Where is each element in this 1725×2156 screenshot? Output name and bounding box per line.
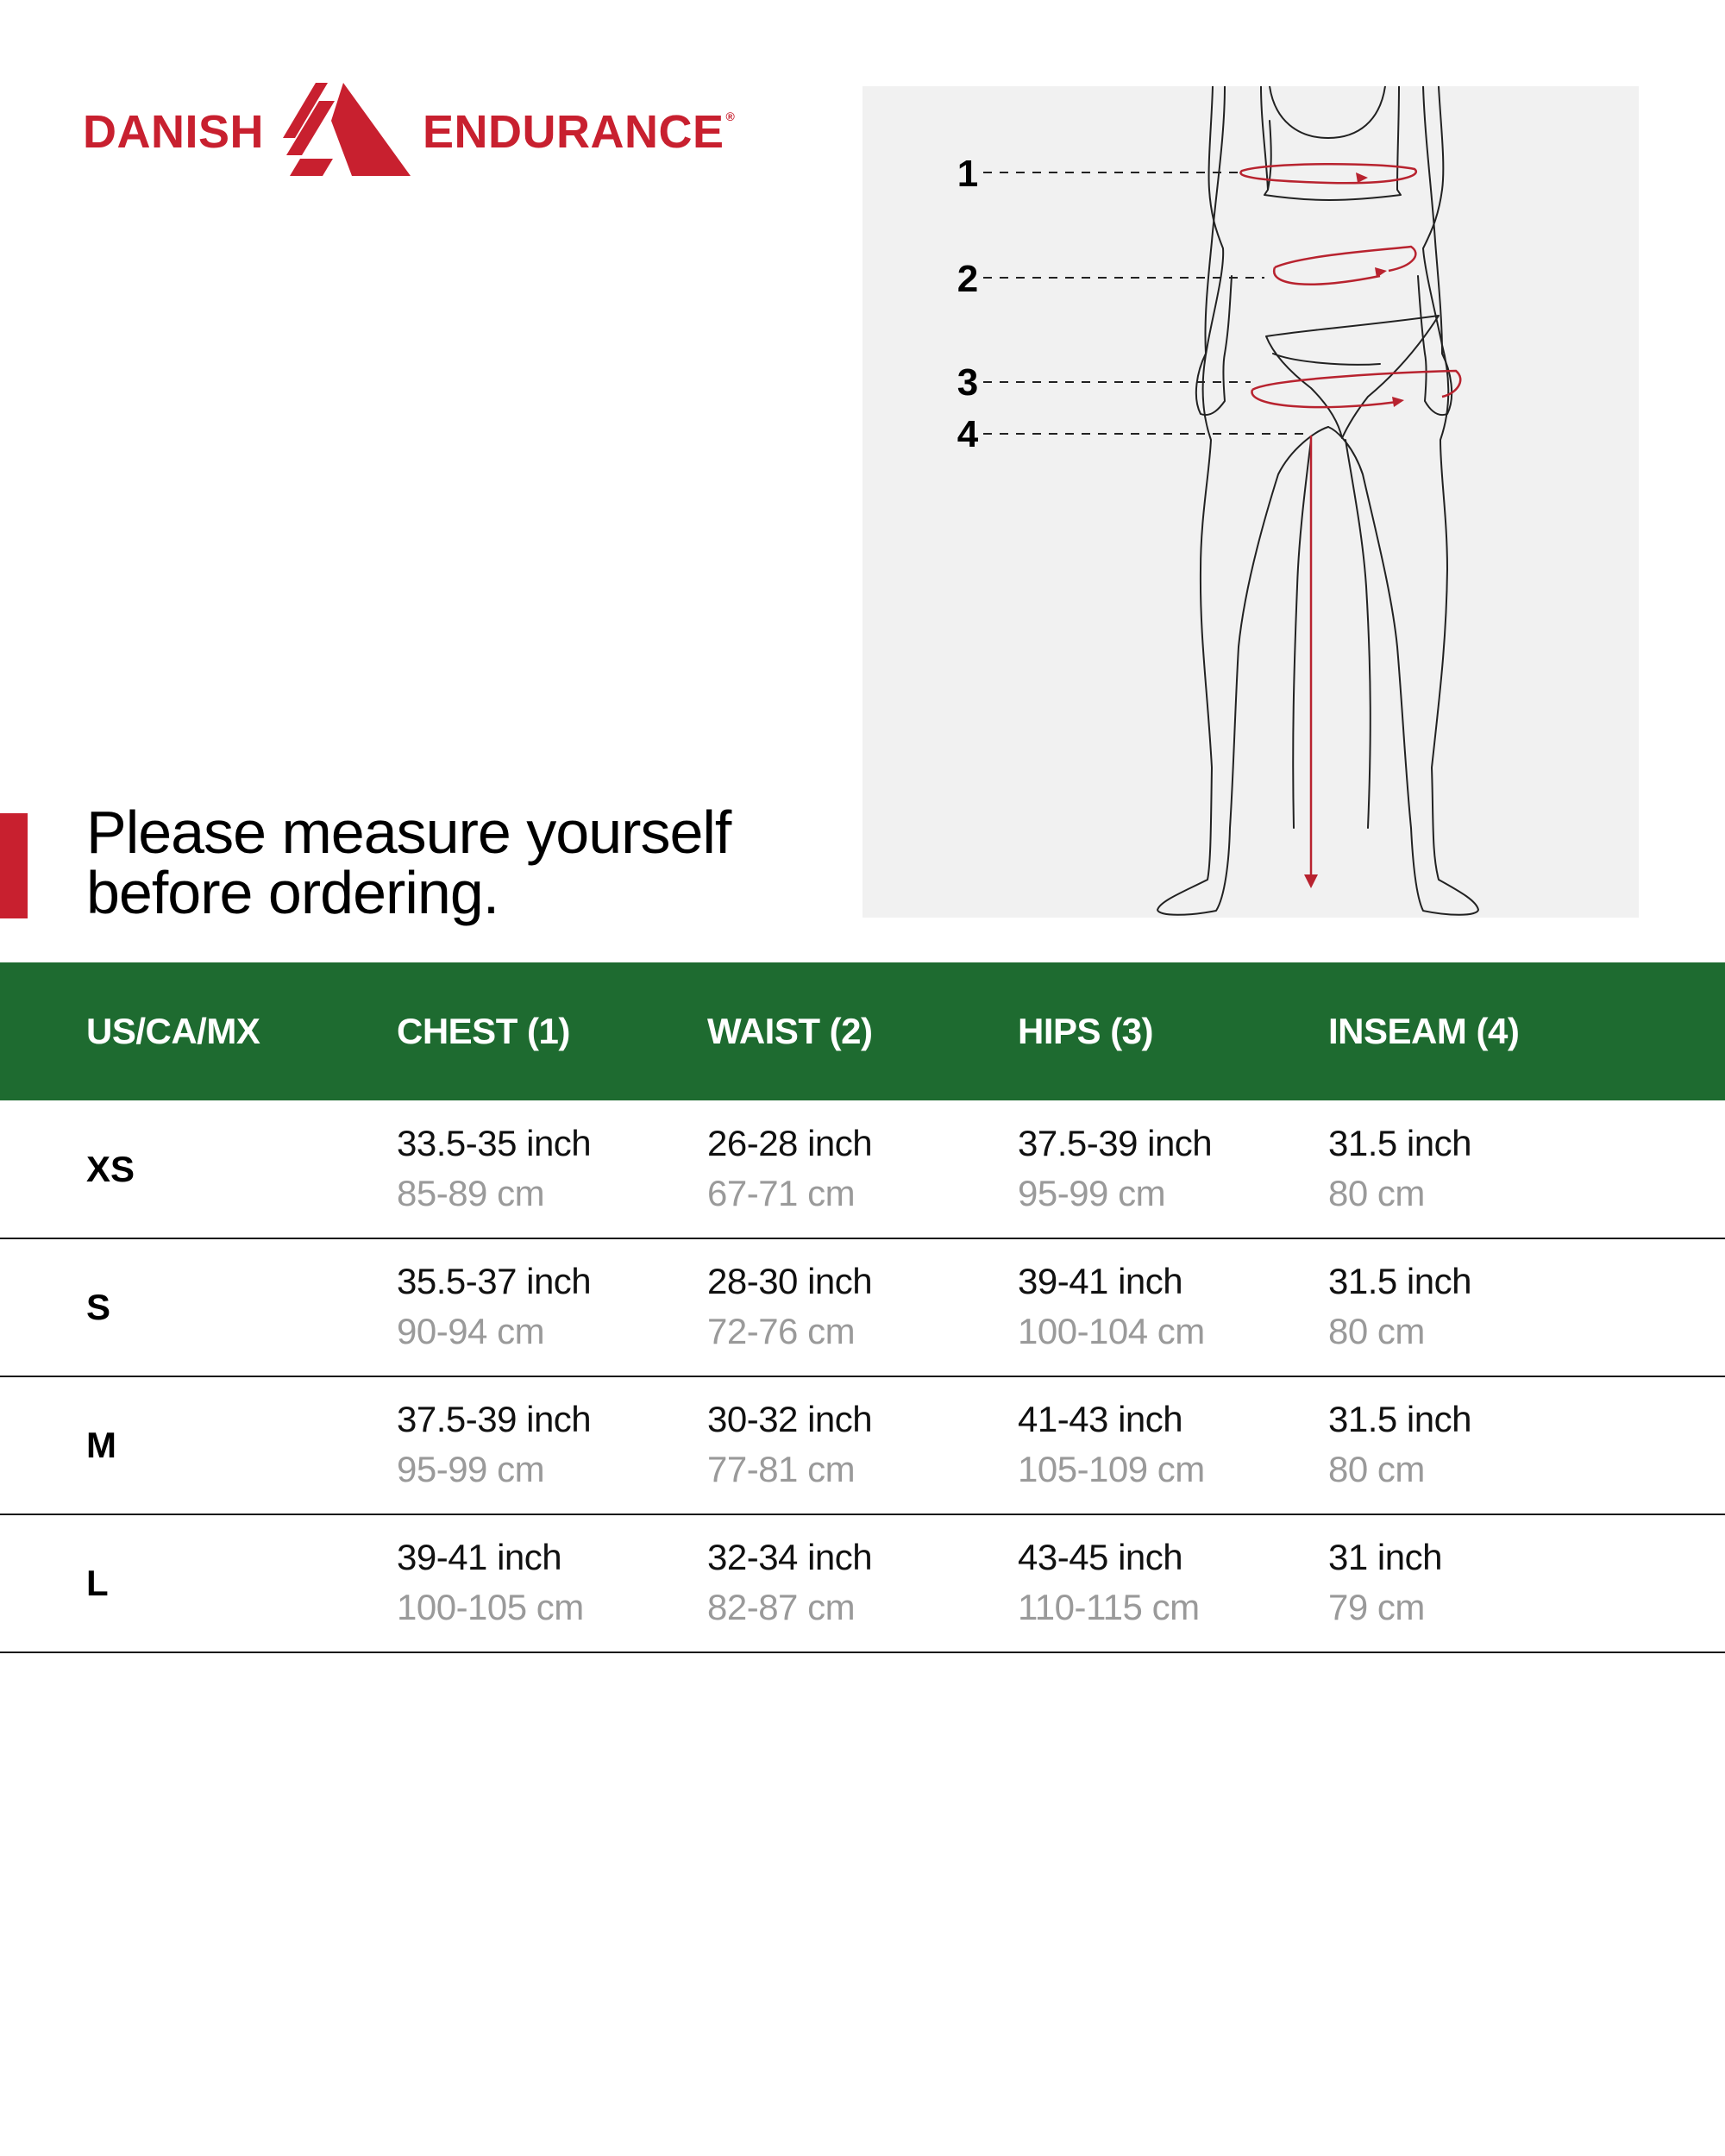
body-measurement-diagram [862, 86, 1639, 918]
waist-cm: 77-81 cm [707, 1449, 856, 1489]
waist-cell [707, 1376, 1018, 1514]
inseam-cell [1328, 1514, 1725, 1652]
size-cell [0, 1514, 397, 1652]
marker-2: 2 [957, 258, 979, 300]
figure-outline-left [1157, 86, 1328, 915]
waist-inch: 26-28 inch [707, 1122, 873, 1163]
table-row [0, 1514, 1725, 1652]
waist-cell [707, 1238, 1018, 1376]
chest-cm: 85-89 cm [397, 1172, 545, 1213]
header-region: US/CA/MX [86, 1011, 260, 1051]
size-label: S [86, 1287, 111, 1327]
hips-cell [1018, 1238, 1328, 1376]
chest-cell [397, 1238, 707, 1376]
brand-mountain-icon [281, 83, 416, 176]
chest-inch: 39-41 inch [397, 1537, 562, 1577]
size-chart-header [0, 962, 1725, 1100]
waist-inch: 30-32 inch [707, 1399, 873, 1439]
inseam-cm: 80 cm [1328, 1311, 1425, 1351]
chest-cm: 100-105 cm [397, 1587, 584, 1627]
hips-cell [1018, 1376, 1328, 1514]
inseam-inch: 31.5 inch [1328, 1399, 1471, 1439]
waist-inch: 32-34 inch [707, 1537, 873, 1577]
hips-cm: 105-109 cm [1018, 1449, 1205, 1489]
inseam-inch: 31.5 inch [1328, 1122, 1471, 1163]
inseam-inch: 31 inch [1328, 1537, 1442, 1577]
chest-inch: 33.5-35 inch [397, 1122, 592, 1163]
hips-cm: 95-99 cm [1018, 1172, 1166, 1213]
marker-leader-lines [983, 172, 1311, 434]
chest-cell [397, 1376, 707, 1514]
hips-inch: 41-43 inch [1018, 1399, 1183, 1439]
figure-outline-right [1328, 86, 1478, 915]
marker-1: 1 [957, 153, 979, 195]
size-cell [0, 1238, 397, 1376]
registered-mark: ® [725, 110, 736, 123]
hips-inch: 39-41 inch [1018, 1261, 1183, 1301]
header-inseam: INSEAM (4) [1328, 1011, 1520, 1051]
headline-line-1: Please measure yourself [86, 799, 731, 866]
waist-cm: 82-87 cm [707, 1587, 856, 1627]
size-chart-table [0, 962, 1725, 1653]
size-label: L [86, 1563, 109, 1603]
inseam-cell [1328, 1376, 1725, 1514]
header-row [0, 962, 1725, 1100]
inseam-cell [1328, 1238, 1725, 1376]
header-waist: WAIST (2) [707, 1011, 873, 1051]
chest-cell [397, 1100, 707, 1238]
hips-inch: 37.5-39 inch [1018, 1122, 1213, 1163]
hips-loop [1251, 371, 1460, 407]
hips-cell [1018, 1514, 1328, 1652]
hips-cm: 100-104 cm [1018, 1311, 1205, 1351]
measure-guides [1240, 164, 1460, 880]
figure-inner-legs [1293, 440, 1371, 828]
size-label: XS [86, 1148, 135, 1189]
hips-cell [1018, 1100, 1328, 1238]
waist-cm: 72-76 cm [707, 1311, 856, 1351]
hips-cm: 110-115 cm [1018, 1587, 1200, 1627]
inseam-inch: 31.5 inch [1328, 1261, 1471, 1301]
brand-logo [83, 83, 756, 179]
waist-cell [707, 1100, 1018, 1238]
header-chest: CHEST (1) [397, 1011, 570, 1051]
inseam-cm: 80 cm [1328, 1449, 1425, 1489]
table-row [0, 1238, 1725, 1376]
size-cell [0, 1100, 397, 1238]
brand-name-right: ENDURANCE ® [423, 106, 736, 158]
body-figure [862, 86, 1639, 918]
chest-inch: 37.5-39 inch [397, 1399, 592, 1439]
figure-arm-left [1196, 86, 1232, 415]
accent-bar [0, 813, 28, 918]
size-label: M [86, 1425, 116, 1465]
table-row [0, 1100, 1725, 1238]
table-row [0, 1376, 1725, 1514]
headline [86, 799, 845, 926]
chest-cell [397, 1514, 707, 1652]
inseam-cm: 79 cm [1328, 1587, 1425, 1627]
marker-4: 4 [957, 413, 979, 455]
waist-cell [707, 1514, 1018, 1652]
size-cell [0, 1376, 397, 1514]
brand-name-left: DANISH [83, 106, 265, 158]
marker-3: 3 [957, 361, 979, 404]
chest-cm: 90-94 cm [397, 1311, 545, 1351]
inseam-cell [1328, 1100, 1725, 1238]
headline-line-2: before ordering. [86, 859, 499, 926]
figure-bottoms [1266, 316, 1439, 438]
inseam-cm: 80 cm [1328, 1172, 1425, 1213]
waist-inch: 28-30 inch [707, 1261, 873, 1301]
header-hips: HIPS (3) [1018, 1011, 1154, 1051]
waist-cm: 67-71 cm [707, 1172, 856, 1213]
chest-inch: 35.5-37 inch [397, 1261, 592, 1301]
hips-inch: 43-45 inch [1018, 1537, 1183, 1577]
waist-loop [1274, 247, 1415, 285]
chest-cm: 95-99 cm [397, 1449, 545, 1489]
